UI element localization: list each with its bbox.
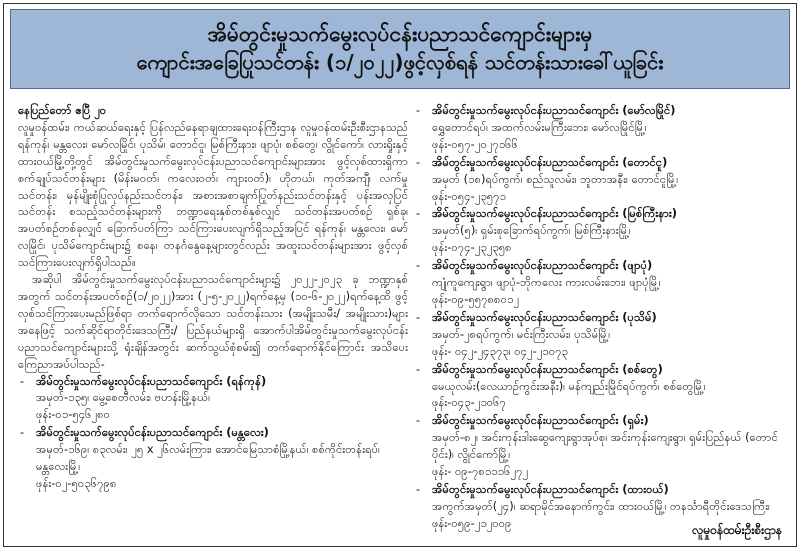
school-phone: ဖုန်း- ၀၄၂-၂၄၃၇၃၊ ၀၄၂-၂၁၀၇၃ (432, 343, 568, 358)
headline-line-1: အိမ်တွင်းမှုသက်မွေးလုပ်ငန်းပညာသင်ကျောင်းများမှ (207, 22, 593, 46)
entry-dash: - (416, 481, 421, 496)
entry-dash: - (416, 361, 421, 376)
school-address: အမှတ် (၁၈)ရပ်ကွက်၊ စည်သူလမ်း၊ ဘူတာအနီး၊ တောင်ငူမြို့၊ (432, 171, 679, 186)
header-banner (10, 9, 790, 89)
entry-dash: - (416, 413, 421, 428)
school-entry-myitkyina (414, 205, 790, 256)
school-name: အိမ်တွင်းမှုသက်မွေးလုပ်ငန်းပညာသင်ကျောင်း (မန္တလေး) (36, 425, 269, 440)
school-name: အိမ်တွင်းမှုသက်မွေးလုပ်ငန်းပညာသင်ကျောင်း (မော်လမြိုင်) (432, 103, 676, 117)
announcement-page (3, 3, 797, 547)
school-address: အမှတ်(၅)၊ ရှမ်းစုခြောက်ရပ်ကွက်၊ မြစ်ကြီးနားမြို့၊ (432, 223, 631, 238)
school-address: အမှတ်-၈၂၊ အင်းကုန်းဒါးဆွေကျေးရွာအုပ်စု၊ အင်းကုန်းကျေးရွာ၊ ရှမ်းပြည်နယ် (တောင်ပိုင်း)၊ လွိုင်ကော်မြို့၊ (432, 430, 778, 462)
entry-dash: - (416, 258, 421, 273)
school-phone: ဖုန်း- ၀၉-၇၈၁၁၁၆၂၇၂ (432, 464, 529, 479)
school-name: အိမ်တွင်းမှုသက်မွေးလုပ်ငန်းပညာသင်ကျောင်း (ရှမ်း) (432, 413, 649, 428)
entry-dash: - (416, 206, 421, 221)
school-entry-pyapon (414, 257, 790, 308)
school-address: အမှတ်-၁၆၉၊ ၈၃လမ်း၊ ၂၅ x ၂၆လမ်းကြား၊ အောင်မြေသာစံမြို့နယ်၊ စစ်ကိုင်းတန်းရပ်၊ မန္တလေးမြို့၊ (36, 442, 380, 474)
school-name: အိမ်တွင်းမှုသက်မွေးလုပ်ငန်းပညာသင်ကျောင်း (ဖျာပုံ) (432, 258, 653, 273)
school-entry-mandalay (18, 424, 408, 492)
entry-dash: - (20, 425, 25, 440)
school-entry-shan (414, 412, 790, 480)
school-entry-mawlamyine (414, 102, 790, 153)
school-name: အိမ်တွင်းမှုသက်မွေးလုပ်ငန်းပညာသင်ကျောင်း (တောင်ငူ) (432, 154, 668, 169)
school-name: အိမ်တွင်းမှုသက်မွေးလုပ်ငန်းပညာသင်ကျောင်း (ရန်ကုန်) (36, 373, 267, 388)
school-phone: ဖုန်း-၀၉-၅၅၇၈၈၀၁၂ (432, 291, 519, 306)
school-name: အိမ်တွင်းမှုသက်မွေးလုပ်ငန်းပညာသင်ကျောင်း (မြစ်ကြီးနား) (432, 206, 677, 221)
school-name: အိမ်တွင်းမှုသက်မွေးလုပ်ငန်းပညာသင်ကျောင်း (ထားဝယ်) (432, 481, 669, 496)
school-phone: ဖုန်း-၀၅၇-၂၀၂၇၁၆၆ (432, 136, 518, 151)
headline-line-2: ကျောင်းအခြေပြုသင်တန်း (၁/၂၀၂၂)ဖွင့်လှစ်ရန် သင်တန်းသားခေါ်ယူခြင်း (136, 50, 664, 74)
school-phone: ဖုန်း-၀၅၄-၂၃၅၇၁ (432, 188, 506, 203)
entry-dash: - (416, 103, 421, 117)
school-address: အမှတ်-၁၃၅၊ မွေ့စေတီလမ်း၊ ဗဟန်းမြို့နယ်၊ (36, 390, 211, 405)
school-phone: ဖုန်း-၀၅၉-၂၁၂၀၀၉ (432, 515, 512, 530)
school-address: မေယုလမ်း(လေယာဉ်ကွင်းအနီး)၊ မန်ကျည်းမြိုင်ရပ်ကွက်၊ စစ်တွေမြို့၊ (432, 378, 706, 393)
entry-dash: - (416, 154, 421, 169)
left-column (18, 102, 408, 493)
intro-paragraph-2: အဆိုပါ အိမ်တွင်းမှုသက်မွေးလုပ်ငန်းပညာသင်ကျောင်းများ၌ ၂၀၂၂-၂၀၂၃ ခု ဘဏ္ဍာနှစ်အတွက် သင်တန်းအပတ်စဉ်(၁/၂၀၂၂)အား (၂-၅-၂၀၂၂)ရက်နေ့မှ (၁၀-၆-၂၀၂၂)ရက်နေ့ထိ ဖွင့်လှစ်သင်ကြားပေးမည်ဖြစ်ရာ တက်ရောက်လိုသော သင်တန်းသား (အမျိုးသမီး/ အမျိုးသား)များအနေဖြင့် သက်ဆိုင်ရာတိုင်းဒေသကြီး/ ပြည်နယ်များရှိ အောက်ပါအိမ်တွင်းမှုသက်မွေးလုပ်ငန်းပညာသင်ကျောင်းများသို့ ရုံးချိန်အတွင်း ဆက်သွယ်စုံစမ်း၍ တက်ရောက်နိုင်ကြောင်း အသိပေးကြေညာအပ်ပါသည်- (18, 272, 408, 371)
school-entry-sittwe (414, 361, 790, 412)
school-name: အိမ်တွင်းမှုသက်မွေးလုပ်ငန်းပညာသင်ကျောင်း (စစ်တွေ) (432, 361, 663, 376)
school-name: အိမ်တွင်းမှုသက်မွေးလုပ်ငန်းပညာသင်ကျောင်း (ပုသိမ်) (432, 309, 657, 324)
school-address: အကွက်အမှတ်(၂၄)၊ ဆရာမိုင်အနောက်ကွင်း၊ ထားဝယ်မြို့၊ တနင်္သာရီတိုင်းဒေသကြီး၊ (432, 498, 770, 513)
school-phone: ဖုန်း-၀၁-၅၄၆၂၈၀ (36, 407, 111, 422)
school-phone: ဖုန်း-၀၇၄-၂၃၂၃၅၈ (432, 240, 512, 255)
school-entry-pathein (414, 309, 790, 360)
school-address: ကျုံကူကျေးရွာ၊ ဖျာပုံ-ဘိုကလေး ကားလမ်းဘေး၊ ဖျာပုံမြို့၊ (432, 275, 661, 290)
school-entry-yangon (18, 373, 408, 424)
school-phone: ဖုန်း-၀၄၃-၂၁၀၆၇ (432, 395, 506, 410)
right-column (414, 102, 790, 533)
dateline: နေပြည်တော် ဧပြီ ၂၀ (18, 103, 107, 117)
entry-dash: - (416, 309, 421, 324)
department-signature: လူမှုဝန်ထမ်းဦးစီးဌာန (692, 523, 782, 537)
school-address: အမှတ်-၂၈ရပ်ကွက်၊ မင်းကြီးလမ်း၊ ပုသိမ်မြို့၊ (432, 326, 611, 341)
school-phone: ဖုန်း-၀၂-၅၀၃၆၇၉၈ (36, 475, 117, 490)
school-address: ရွှေတောင်ရပ်၊ အထက်လမ်းမကြီးဘေး၊ မော်လမြိုင်မြို့၊ (432, 119, 647, 134)
entry-dash: - (20, 373, 25, 388)
intro-paragraph-1: လူမှုဝန်ထမ်း၊ ကယ်ဆယ်ရေးနှင့် ပြန်လည်နေရာချထားရေးဝန်ကြီးဌာန လူမှုဝန်ထမ်းဦးစီးဌာနသည် ရန်ကုန်၊ မန္တလေး၊ မော်လမြိုင်၊ ပုသိမ်၊ တောင်ငူ၊ မြစ်ကြီးနား၊ ဖျာပုံ၊ စစ်တွေ၊ လွိုင်ကော်၊ လားရှိုးနှင့် ထားဝယ်မြို့တို့တွင် အိမ်တွင်းမှုသက်မွေးလုပ်ငန်းပညာသင်ကျောင်းများအား ဖွင့်လှစ်ထားရှိကာ စက်ချုပ်သင်တန်းများ (မိန်းမဝတ်၊ ကလေးဝတ်၊ ကျားဝတ်)၊ ဟိုတယ်၊ ကုတ်အကျီ၊ လက်မှုသင်တန်း၊ မှန်မျိုးစုံပြုလုပ်နည်းသင်တန်း၊ အစားအစာချက်ပြုတ်နည်းသင်တန်းနှင့် ပန်းအလှပြင်သင်တန်း စသည့်သင်တန်းများကို ဘဏ္ဍာရေးနှစ်တစ်နှစ်လျှင် သင်တန်းအပတ်စဉ် ရှစ်ခု၊ အပတ်စဉ်တစ်ခုလျှင် ခြောက်ပတ်ကြာ သင်ကြားပေးလျက်ရှိသည့်အပြင် ရန်ကုန်၊ မန္တလေး၊ မော်လမြိုင်၊ ပုသိမ်ကျောင်းများ၌ စနေ၊ တနင်္ဂနွေနေ့များတွင်လည်း အထူးသင်တန်းများအား ဖွင့်လှစ်သင်ကြားပေးလျက်ရှိပါသည်။ (18, 119, 408, 270)
school-entry-taungoo (414, 154, 790, 205)
